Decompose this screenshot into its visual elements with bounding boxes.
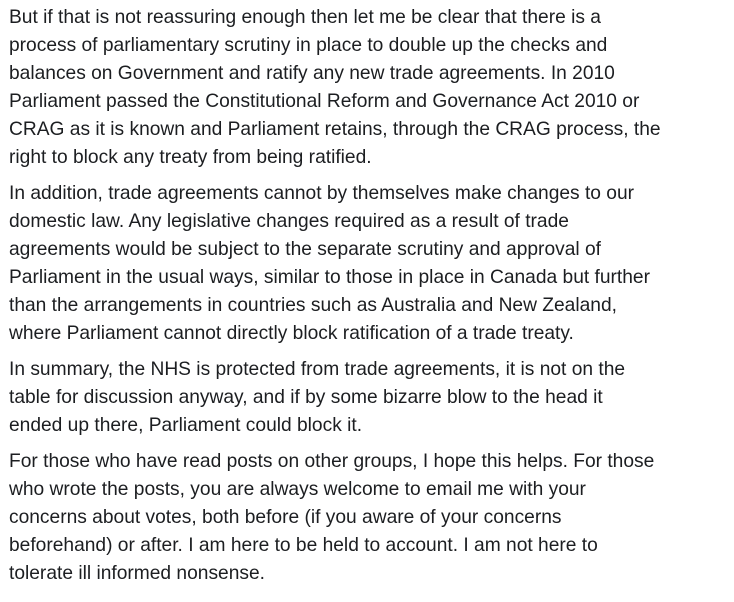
text-line: agreements would be subject to the separate scrutiny and approval of — [9, 239, 601, 260]
text-line: right to block any treaty from being ratified. — [9, 147, 372, 168]
text-line: CRAG as it is known and Parliament retains, through the CRAG process, the — [9, 119, 661, 140]
text-line: For those who have read posts on other groups, I hope this helps. For those — [9, 451, 655, 472]
text-line: tolerate ill informed nonsense. — [9, 563, 265, 584]
post-body — [9, 4, 727, 588]
text-line: Parliament in the usual ways, similar to those in place in Canada but further — [9, 267, 650, 288]
text-line: ended up there, Parliament could block it. — [9, 415, 363, 436]
paragraph-domestic-law — [9, 180, 727, 348]
text-line: than the arrangements in countries such as Australia and New Zealand, — [9, 295, 617, 316]
text-line: But if that is not reassuring enough then let me be clear that there is a — [9, 7, 601, 28]
paragraph-closing — [9, 448, 727, 588]
text-line: process of parliamentary scrutiny in place to double up the checks and — [9, 35, 608, 56]
text-line: beforehand) or after. I am here to be held to account. I am not here to — [9, 535, 598, 556]
text-line: table for discussion anyway, and if by some bizarre blow to the head it — [9, 387, 603, 408]
text-line: concerns about votes, both before (if you aware of your concerns — [9, 507, 562, 528]
text-line: who wrote the posts, you are always welcome to email me with your — [9, 479, 586, 500]
text-line: domestic law. Any legislative changes required as a result of trade — [9, 211, 569, 232]
text-line: balances on Government and ratify any new trade agreements. In 2010 — [9, 63, 615, 84]
paragraph-crag-scrutiny — [9, 4, 727, 172]
text-line: Parliament passed the Constitutional Reform and Governance Act 2010 or — [9, 91, 640, 112]
paragraph-summary — [9, 356, 727, 440]
text-line: where Parliament cannot directly block ratification of a trade treaty. — [9, 323, 574, 344]
text-line: In summary, the NHS is protected from trade agreements, it is not on the — [9, 359, 626, 380]
text-line: In addition, trade agreements cannot by themselves make changes to our — [9, 183, 635, 204]
